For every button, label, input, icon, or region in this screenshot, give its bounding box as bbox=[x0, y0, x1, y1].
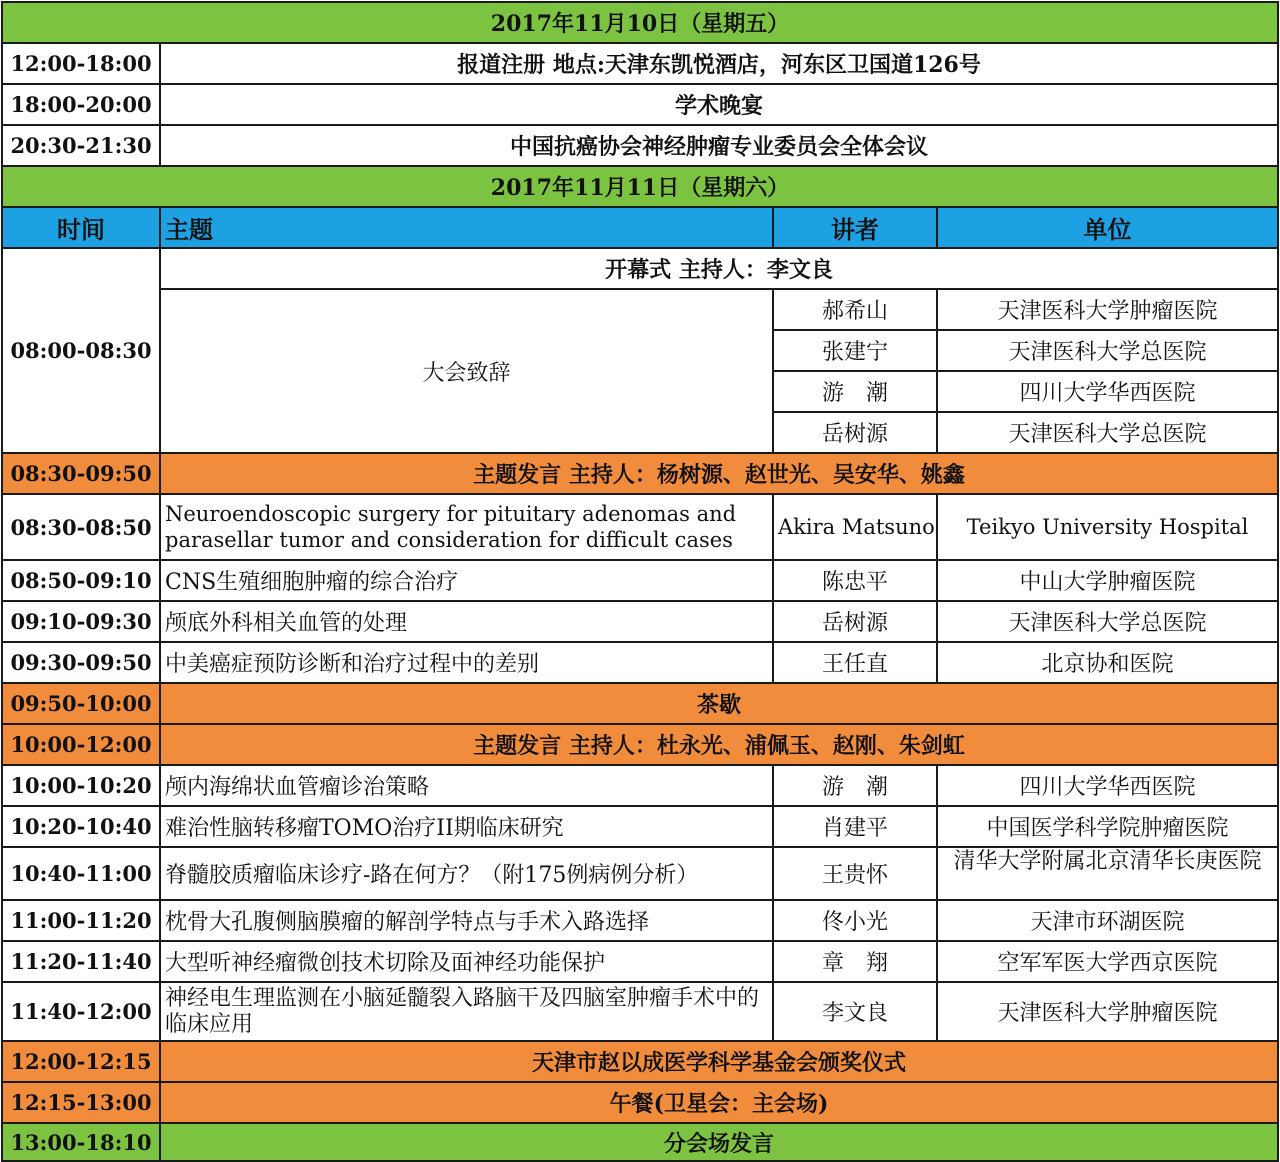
talk-speaker: 章 翔 bbox=[773, 941, 937, 982]
talk-topic: CNS生殖细胞肿瘤的综合治疗 bbox=[160, 560, 773, 601]
talk-topic: 枕骨大孔腹侧脑膜瘤的解剖学特点与手术入路选择 bbox=[160, 900, 773, 941]
talk-row bbox=[2, 765, 1278, 806]
talk-topic: 颅底外科相关血管的处理 bbox=[160, 601, 773, 642]
talk-speaker: 岳树源 bbox=[773, 601, 937, 642]
talk-topic: 脊髓胶质瘤临床诊疗-路在何方？（附175例病例分析） bbox=[160, 847, 773, 900]
session-row bbox=[2, 724, 1278, 765]
talk-topic: 中美癌症预防诊断和治疗过程中的差别 bbox=[160, 642, 773, 683]
row-time: 12:00-18:00 bbox=[2, 43, 160, 84]
talk-topic: 颅内海绵状血管瘤诊治策略 bbox=[160, 765, 773, 806]
session1-title: 主题发言 主持人：杨树源、赵世光、吴安华、姚鑫 bbox=[160, 453, 1278, 494]
talk-row bbox=[2, 642, 1278, 683]
talk-topic: 难治性脑转移瘤TOMO治疗II期临床研究 bbox=[160, 806, 773, 847]
speaker-name: 郝希山 bbox=[773, 289, 937, 330]
row-time: 18:00-20:00 bbox=[2, 84, 160, 125]
row-event: 报道注册 地点:天津东凯悦酒店，河东区卫国道126号 bbox=[160, 43, 1278, 84]
talk-unit: 天津市环湖医院 bbox=[937, 900, 1278, 941]
speaker-unit: 天津医科大学总医院 bbox=[937, 330, 1278, 371]
talk-speaker: 李文良 bbox=[773, 982, 937, 1041]
talk-unit: Teikyo University Hospital bbox=[937, 494, 1278, 560]
talk-unit: 天津医科大学总医院 bbox=[937, 601, 1278, 642]
talk-time: 09:10-09:30 bbox=[2, 601, 160, 642]
talk-row bbox=[2, 601, 1278, 642]
col-header-unit: 单位 bbox=[937, 207, 1278, 248]
talk-time: 08:50-09:10 bbox=[2, 560, 160, 601]
talk-time: 08:30-08:50 bbox=[2, 494, 160, 560]
talk-topic: 大型听神经瘤微创技术切除及面神经功能保护 bbox=[160, 941, 773, 982]
speaker-unit: 天津医科大学肿瘤医院 bbox=[937, 289, 1278, 330]
award-text: 天津市赵以成医学科学基金会颁奖仪式 bbox=[160, 1041, 1278, 1082]
session-row bbox=[2, 453, 1278, 494]
talk-speaker: 游 潮 bbox=[773, 765, 937, 806]
break-text: 茶歇 bbox=[160, 683, 1278, 724]
talk-row bbox=[2, 900, 1278, 941]
talk-time: 10:00-10:20 bbox=[2, 765, 160, 806]
talk-time: 11:20-11:40 bbox=[2, 941, 160, 982]
talk-time: 09:30-09:50 bbox=[2, 642, 160, 683]
talk-topic: 神经电生理监测在小脑延髓裂入路脑干及四脑室肿瘤手术中的临床应用 bbox=[160, 982, 773, 1041]
award-time: 12:00-12:15 bbox=[2, 1041, 160, 1082]
talk-time: 10:20-10:40 bbox=[2, 806, 160, 847]
session1-time: 08:30-09:50 bbox=[2, 453, 160, 494]
speaker-name: 岳树源 bbox=[773, 412, 937, 453]
session2-title: 主题发言 主持人：杜永光、浦佩玉、赵刚、朱剑虹 bbox=[160, 724, 1278, 765]
col-header-speaker: 讲者 bbox=[773, 207, 937, 248]
talk-unit: 北京协和医院 bbox=[937, 642, 1278, 683]
talk-unit: 四川大学华西医院 bbox=[937, 765, 1278, 806]
talk-time: 11:40-12:00 bbox=[2, 982, 160, 1041]
talk-row bbox=[2, 847, 1278, 900]
col-header-time: 时间 bbox=[2, 207, 160, 248]
day1-row bbox=[2, 125, 1278, 166]
row-event: 中国抗癌协会神经肿瘤专业委员会全体会议 bbox=[160, 125, 1278, 166]
talk-speaker: Akira Matsuno bbox=[773, 494, 937, 560]
talk-row bbox=[2, 494, 1278, 560]
lunch-time: 12:15-13:00 bbox=[2, 1082, 160, 1123]
break-row bbox=[2, 683, 1278, 724]
column-header-row bbox=[2, 207, 1278, 248]
talk-time: 11:00-11:20 bbox=[2, 900, 160, 941]
lunch-text: 午餐(卫星会：主会场) bbox=[160, 1082, 1278, 1123]
col-header-topic: 主题 bbox=[160, 207, 773, 248]
speaker-unit: 天津医科大学总医院 bbox=[937, 412, 1278, 453]
talk-speaker: 陈忠平 bbox=[773, 560, 937, 601]
talk-unit: 空军军医大学西京医院 bbox=[937, 941, 1278, 982]
speaker-name: 张建宁 bbox=[773, 330, 937, 371]
talk-unit: 清华大学附属北京清华长庚医院 bbox=[953, 848, 1262, 874]
day1-row bbox=[2, 43, 1278, 84]
talk-unit: 天津医科大学肿瘤医院 bbox=[937, 982, 1278, 1041]
talk-topic: Neuroendoscopic surgery for pituitary adenomas and parasellar tumor and consideration for difficult cases bbox=[160, 494, 773, 560]
branch-row bbox=[2, 1123, 1278, 1161]
lunch-row bbox=[2, 1082, 1278, 1123]
talk-row bbox=[2, 806, 1278, 847]
talk-unit: 中国医学科学院肿瘤医院 bbox=[937, 806, 1278, 847]
branch-time: 13:00-18:10 bbox=[2, 1123, 160, 1161]
speaker-unit: 四川大学华西医院 bbox=[937, 371, 1278, 412]
speaker-name: 游 潮 bbox=[773, 371, 937, 412]
talk-speaker: 王贵怀 bbox=[773, 847, 937, 900]
talk-row bbox=[2, 560, 1278, 601]
opening-title: 开幕式 主持人：李文良 bbox=[160, 248, 1278, 289]
break-time: 09:50-10:00 bbox=[2, 683, 160, 724]
day2-header: 2017年11月11日（星期六） bbox=[2, 166, 1278, 207]
day1-row bbox=[2, 84, 1278, 125]
opening-time: 08:00-08:30 bbox=[2, 248, 160, 453]
talk-speaker: 肖建平 bbox=[773, 806, 937, 847]
talk-row bbox=[2, 982, 1278, 1041]
session2-time: 10:00-12:00 bbox=[2, 724, 160, 765]
opening-topic: 大会致辞 bbox=[160, 289, 773, 453]
talk-unit: 中山大学肿瘤医院 bbox=[937, 560, 1278, 601]
row-event: 学术晚宴 bbox=[160, 84, 1278, 125]
award-row bbox=[2, 1041, 1278, 1082]
talk-time: 10:40-11:00 bbox=[2, 847, 160, 900]
talk-row bbox=[2, 941, 1278, 982]
day1-header: 2017年11月10日（星期五） bbox=[2, 2, 1278, 43]
row-time: 20:30-21:30 bbox=[2, 125, 160, 166]
branch-text: 分会场发言 bbox=[160, 1123, 1278, 1161]
talk-speaker: 王任直 bbox=[773, 642, 937, 683]
talk-speaker: 佟小光 bbox=[773, 900, 937, 941]
schedule-table bbox=[1, 1, 1279, 1162]
